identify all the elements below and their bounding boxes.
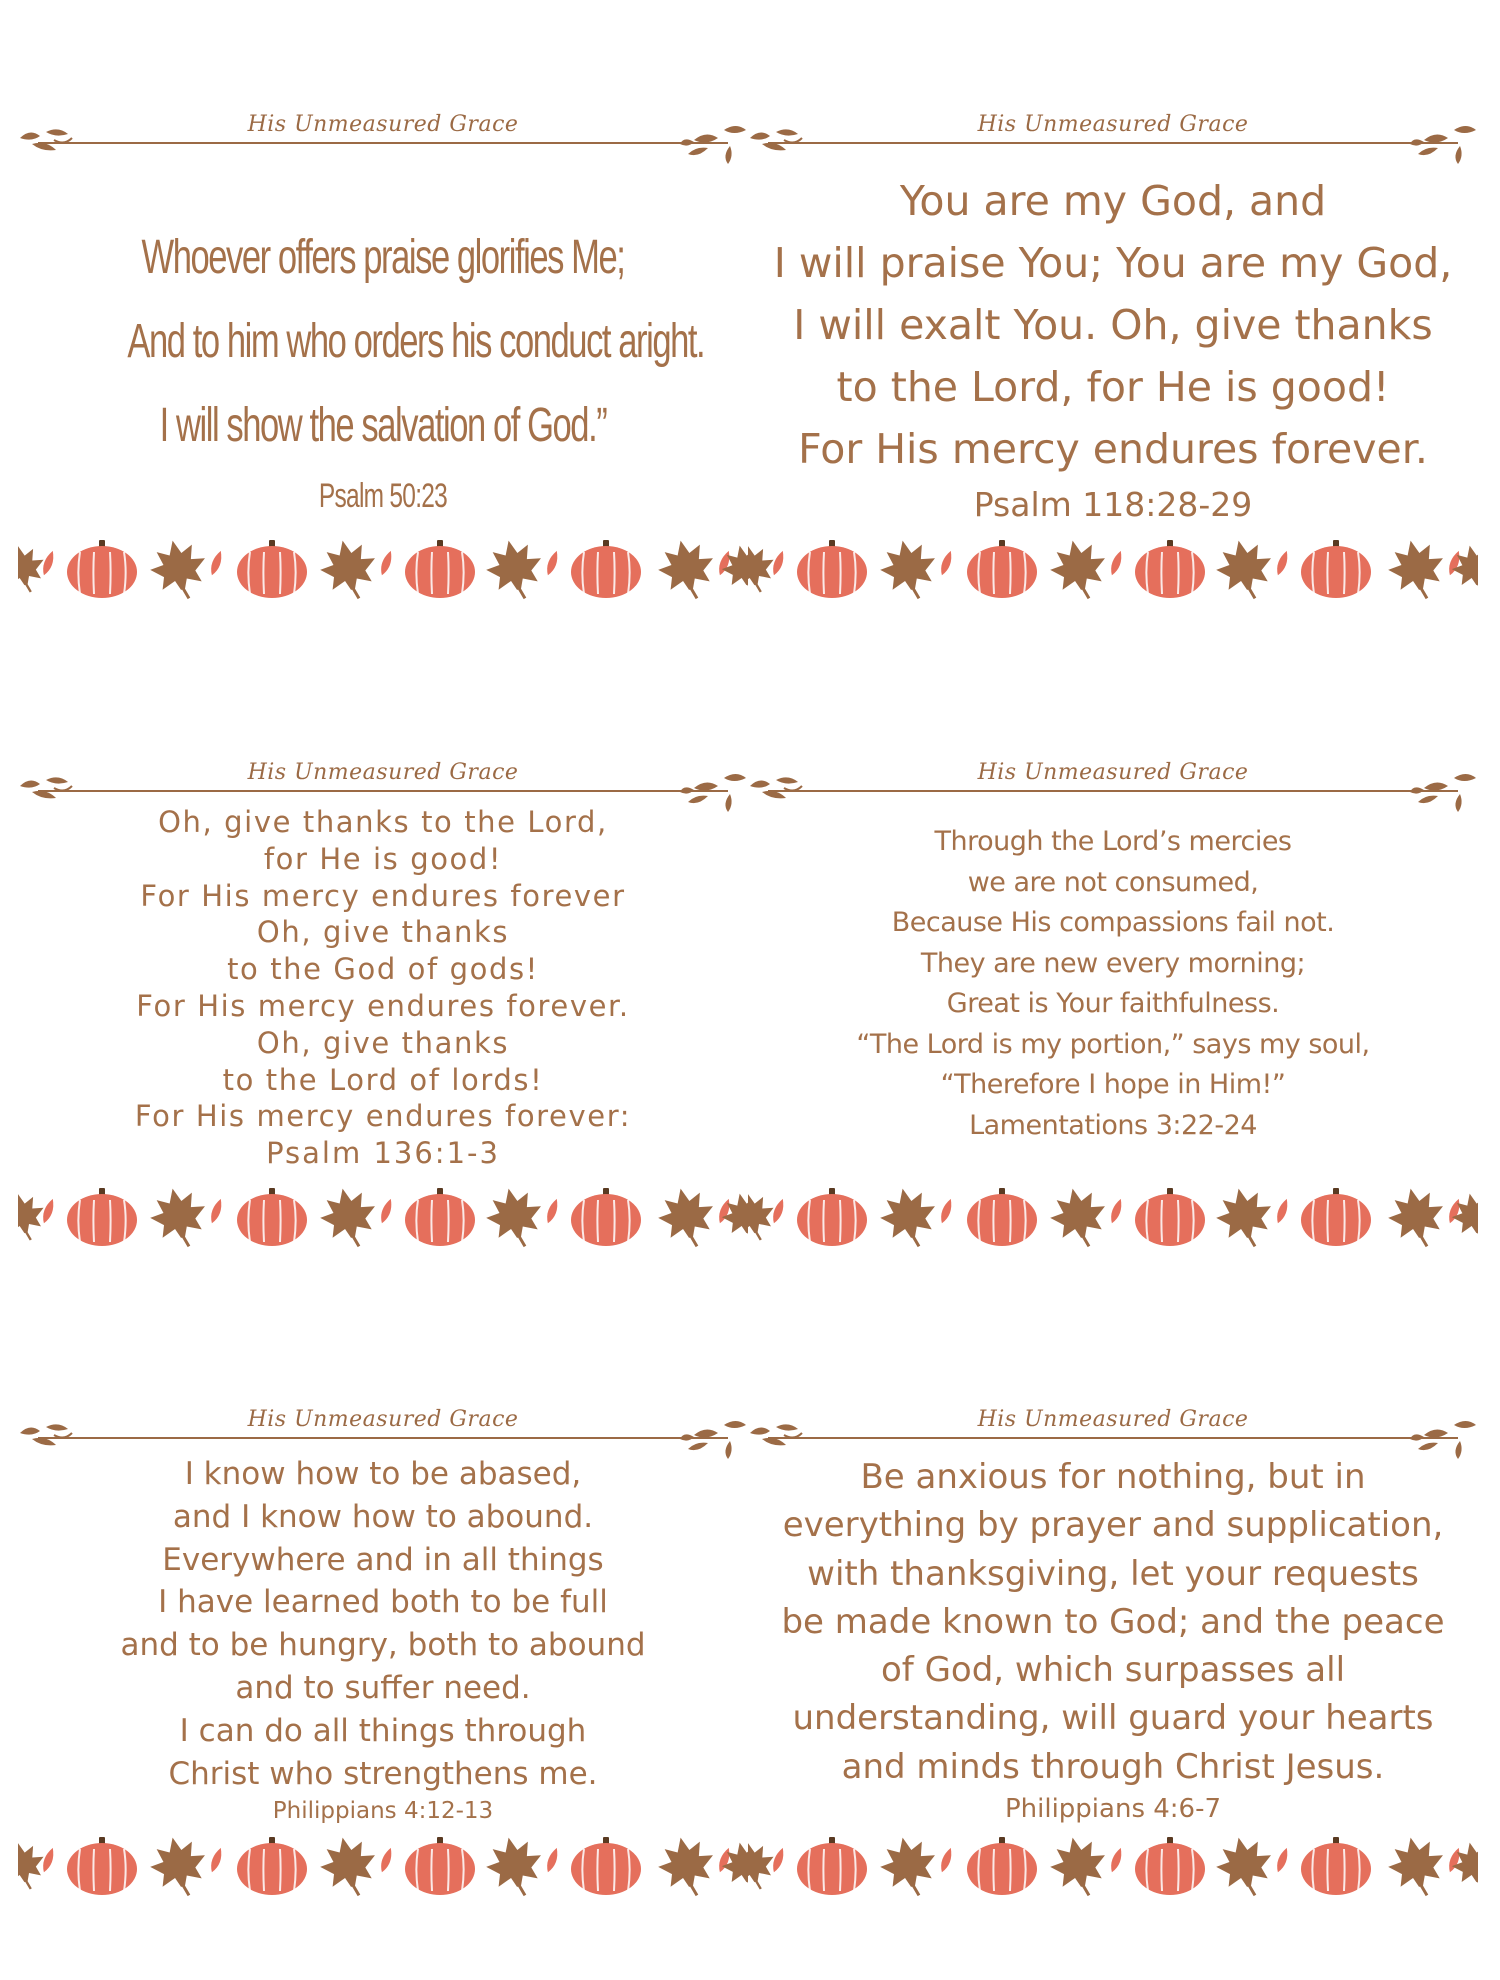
verse-line: Oh, give thanks: [256, 1025, 510, 1060]
verse-line: understanding, will guard your hearts: [792, 1698, 1434, 1739]
leaf-seed-icon: [1108, 549, 1124, 576]
pumpkin-icon: [405, 540, 475, 598]
verse-text: [127, 216, 705, 524]
autumn-border: [748, 1178, 1478, 1258]
brand-title: His Unmeasured Grace: [247, 1407, 519, 1432]
maple-leaf-icon: [145, 535, 212, 605]
verse-text: [28, 804, 738, 1171]
leaf-seed-icon: [938, 549, 954, 576]
maple-leaf-icon: [145, 1832, 212, 1902]
verse-line: Christ who strengthens me.: [168, 1755, 598, 1792]
leaf-seed-icon: [40, 549, 56, 576]
leaf-seed-icon: [544, 1197, 560, 1224]
leaf-seed-icon: [1274, 1197, 1290, 1224]
verse-line: Great is Your faithfulness.: [946, 988, 1280, 1019]
pumpkin-icon: [1135, 540, 1205, 598]
maple-leaf-icon: [1383, 1183, 1450, 1253]
maple-leaf-icon: [875, 535, 942, 605]
verse-line: “Therefore I hope in Him!”: [940, 1069, 1286, 1100]
maple-leaf-icon: [481, 1183, 548, 1253]
verse-line: I know how to be abased,: [184, 1456, 582, 1492]
verse-line: of God, which surpasses all: [880, 1650, 1346, 1691]
verse-reference: Lamentations 3:22-24: [969, 1109, 1257, 1141]
pumpkin-icon: [571, 540, 641, 598]
pumpkin-icon: [1301, 1837, 1371, 1895]
verse-line: I will praise You; You are my God,: [773, 239, 1453, 287]
scripture-card-6: [748, 1403, 1478, 1923]
verse-text: [758, 1453, 1468, 1827]
card-header: [748, 108, 1478, 168]
verse-line: Everywhere and in all things: [162, 1541, 604, 1578]
pumpkin-icon: [405, 1188, 475, 1246]
verse-line: You are my God, and: [899, 177, 1327, 225]
pumpkin-icon: [797, 1837, 867, 1895]
verse-line: and to be hungry, both to abound: [120, 1627, 646, 1664]
maple-leaf-icon: [315, 535, 382, 605]
leaf-seed-icon: [378, 1846, 394, 1873]
maple-leaf-icon: [653, 535, 720, 605]
verse-line: to the God of gods!: [227, 952, 539, 987]
card-header: [18, 108, 748, 168]
maple-leaf-icon: [718, 541, 748, 597]
verse-line: For His mercy endures forever.: [136, 988, 630, 1023]
pumpkin-icon: [237, 540, 307, 598]
leaf-seed-icon: [208, 1197, 224, 1224]
brand-title: His Unmeasured Grace: [977, 112, 1249, 137]
maple-leaf-icon: [1383, 1832, 1450, 1902]
pumpkin-icon: [237, 1837, 307, 1895]
pumpkin-icon: [1301, 540, 1371, 598]
maple-leaf-icon: [1211, 535, 1278, 605]
verse-line: “The Lord is my portion,” says my soul,: [856, 1028, 1370, 1060]
scripture-card-1: [18, 108, 748, 628]
pumpkin-icon: [571, 1837, 641, 1895]
autumn-border: [18, 1178, 748, 1258]
maple-leaf-icon: [315, 1183, 382, 1253]
leaf-seed-icon: [40, 1846, 56, 1873]
pumpkin-icon: [237, 1188, 307, 1246]
maple-leaf-icon: [653, 1832, 720, 1902]
maple-leaf-icon: [1045, 1832, 1112, 1902]
maple-leaf-icon: [1045, 1183, 1112, 1253]
verse-line: For His mercy endures forever:: [134, 1099, 632, 1134]
leaf-seed-icon: [1274, 549, 1290, 576]
leaf-seed-icon: [770, 549, 786, 576]
leaf-seed-icon: [378, 549, 394, 576]
verse-line: I will show the salvation of God.”: [159, 399, 607, 452]
verse-reference: Philippians 4:6-7: [1004, 1794, 1222, 1825]
autumn-border: [18, 530, 748, 610]
verse-line: And to him who orders his conduct aright.: [127, 315, 705, 368]
maple-leaf-icon: [1448, 541, 1478, 597]
verse-text: [28, 1453, 738, 1827]
verse-line: They are new every morning;: [920, 947, 1306, 979]
scripture-card-4: [748, 756, 1478, 1276]
verse-line: For His mercy endures forever.: [798, 425, 1428, 473]
maple-leaf-icon: [718, 1838, 748, 1894]
verse-line: For His mercy endures forever: [140, 878, 626, 913]
verse-line: everything by prayer and supplication,: [782, 1505, 1444, 1546]
verse-text: [758, 170, 1468, 530]
verse-line: and to suffer need.: [235, 1669, 531, 1706]
verse-line: Oh, give thanks: [256, 915, 510, 950]
brand-title: His Unmeasured Grace: [247, 112, 519, 137]
leaf-seed-icon: [544, 1846, 560, 1873]
maple-leaf-icon: [1045, 535, 1112, 605]
leaf-seed-icon: [1108, 1846, 1124, 1873]
verse-line: Because His compassions fail not.: [891, 907, 1335, 938]
leaf-seed-icon: [938, 1846, 954, 1873]
verse-line: and minds through Christ Jesus.: [841, 1746, 1385, 1787]
verse-line: I can do all things through: [179, 1712, 587, 1749]
leaf-seed-icon: [378, 1197, 394, 1224]
maple-leaf-icon: [1383, 535, 1450, 605]
verse-reference: Psalm 118:28-29: [973, 485, 1253, 524]
pumpkin-icon: [1135, 1188, 1205, 1246]
verse-line: I will exalt You. Oh, give thanks: [793, 301, 1433, 349]
pumpkin-icon: [967, 1837, 1037, 1895]
maple-leaf-icon: [653, 1183, 720, 1253]
pumpkin-icon: [571, 1188, 641, 1246]
maple-leaf-icon: [875, 1183, 942, 1253]
verse-line: Oh, give thanks to the Lord,: [158, 805, 608, 839]
verse-line: be made known to God; and the peace: [781, 1601, 1445, 1642]
pumpkin-icon: [67, 540, 137, 598]
pumpkin-icon: [67, 1188, 137, 1246]
leaf-seed-icon: [770, 1846, 786, 1873]
leaf-seed-icon: [208, 1846, 224, 1873]
brand-title: His Unmeasured Grace: [977, 760, 1249, 785]
verse-reference: Psalm 50:23: [318, 477, 448, 515]
pumpkin-icon: [967, 540, 1037, 598]
brand-title: His Unmeasured Grace: [247, 760, 519, 785]
autumn-border: [748, 1827, 1478, 1907]
verse-line: to the Lord, for He is good!: [836, 363, 1390, 411]
verse-reference: Philippians 4:12-13: [272, 1798, 494, 1825]
leaf-seed-icon: [770, 1197, 786, 1224]
verse-line: for He is good!: [263, 841, 503, 876]
leaf-seed-icon: [544, 549, 560, 576]
maple-leaf-icon: [145, 1183, 212, 1253]
card-header: [748, 756, 1478, 816]
maple-leaf-icon: [718, 1189, 748, 1245]
pumpkin-icon: [967, 1188, 1037, 1246]
verse-line: to the Lord of lords!: [222, 1062, 544, 1097]
autumn-border: [748, 530, 1478, 610]
maple-leaf-icon: [1211, 1183, 1278, 1253]
maple-leaf-icon: [315, 1832, 382, 1902]
verse-reference: Psalm 136:1-3: [266, 1136, 500, 1171]
pumpkin-icon: [67, 1837, 137, 1895]
leaf-seed-icon: [40, 1197, 56, 1224]
maple-leaf-icon: [1448, 1838, 1478, 1894]
pumpkin-icon: [1135, 1837, 1205, 1895]
verse-line: and I know how to abound.: [172, 1498, 594, 1535]
pumpkin-icon: [797, 1188, 867, 1246]
verse-line: Be anxious for nothing, but in: [860, 1457, 1366, 1497]
brand-title: His Unmeasured Grace: [977, 1407, 1249, 1432]
pumpkin-icon: [1301, 1188, 1371, 1246]
verse-line: we are not consumed,: [967, 866, 1259, 898]
autumn-border: [18, 1827, 748, 1907]
maple-leaf-icon: [1448, 1189, 1478, 1245]
pumpkin-icon: [405, 1837, 475, 1895]
maple-leaf-icon: [481, 535, 548, 605]
pumpkin-icon: [797, 540, 867, 598]
verse-line: I have learned both to be full: [158, 1584, 608, 1621]
verse-line: with thanksgiving, let your requests: [807, 1553, 1419, 1594]
maple-leaf-icon: [481, 1832, 548, 1902]
scripture-card-2: [748, 108, 1478, 628]
maple-leaf-icon: [1211, 1832, 1278, 1902]
maple-leaf-icon: [875, 1832, 942, 1902]
scripture-card-3: [18, 756, 748, 1276]
scripture-card-5: [18, 1403, 748, 1923]
verse-line: Whoever offers praise glorifies Me;: [141, 231, 625, 284]
verse-line: Through the Lord’s mercies: [934, 826, 1292, 857]
leaf-seed-icon: [208, 549, 224, 576]
leaf-seed-icon: [938, 1197, 954, 1224]
verse-text: [758, 822, 1468, 1146]
leaf-seed-icon: [1274, 1846, 1290, 1873]
leaf-seed-icon: [1108, 1197, 1124, 1224]
